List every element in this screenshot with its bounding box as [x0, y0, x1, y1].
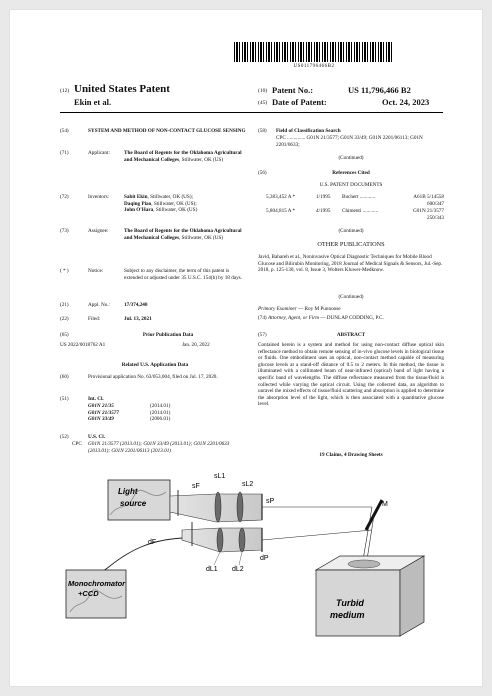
barcode-number: US011796466B2 — [293, 64, 335, 69]
refs-heading: References Cited — [332, 170, 370, 176]
medium-side-face — [400, 556, 424, 636]
intcl-tag: (51) — [60, 396, 69, 402]
abstract-tag: (57) — [258, 332, 267, 338]
lens-sL1 — [215, 492, 221, 522]
other-publications-text: Javid, Bahareh et al., Noninvasive Optical Diagnostic Techniques for Mobile Blood Glucose and Bilirubin Monitoring, 2018 Journal of Medical Signals & Sensors, Jul.-Sep. 2018, p. 125-130, vol. 8, Issue 3, Wolters Kluwer-Medknow. — [258, 254, 443, 274]
uscl-tag: (52) — [60, 434, 69, 440]
patent-number-value: US 11,796,466 B2 — [348, 85, 411, 95]
attorney-label: Attorney, Agent, or Firm — [267, 315, 320, 321]
intcl-year: (2014.01) — [150, 403, 171, 409]
filed-label: Filed: — [88, 316, 101, 322]
cpc-text: G01N 21/3577 (2013.01); G01N 33/49 (2013.01); G01N 2201/0633 (2013.01); G01N 2201/06113 (2013.01) — [88, 441, 230, 454]
header-left-tag: (12) — [60, 88, 70, 94]
inventor-2-name: Daqing Piao — [124, 200, 152, 207]
inventor-3-name: John O'Hara — [124, 207, 154, 214]
label-sP: sP — [266, 498, 275, 505]
fcs-tag: (58) — [258, 128, 267, 134]
appl-label: Appl. No.: — [88, 302, 111, 308]
prov-tag: (60) — [60, 374, 69, 380]
reference-name: Chimenti ............ — [342, 208, 379, 214]
assignee-label: Assignee: — [88, 228, 109, 234]
inventor-3-location: , Stillwater, OK (US) — [153, 207, 198, 214]
invention-title: SYSTEM AND METHOD OF NON-CONTACT GLUCOSE SENSING — [88, 128, 246, 134]
intcl-code: G01N 33/49 — [88, 416, 114, 423]
applicant-label: Applicant: — [88, 150, 110, 156]
reference-cls: A61B 5/14558 600/347 — [413, 194, 444, 207]
ppd-heading: Prior Publication Data — [142, 332, 194, 338]
monochromator-label-1: Monochromator — [68, 579, 126, 588]
light-source-label-1: Light — [118, 487, 138, 496]
fcs-continued: (Continued) — [338, 155, 364, 161]
turbid-label-1: Turbid — [336, 598, 364, 608]
lower-beam-ray — [262, 530, 372, 540]
inventors-tag: (72) — [60, 194, 69, 200]
us-patent-docs-heading: U.S. PATENT DOCUMENTS — [319, 182, 383, 188]
notice-text: Subject to any disclaimer, the term of this patent is extended or adjusted under 35 U.S.C. 154(b) by 18 days. — [124, 268, 242, 281]
inventor-short: Ekin et al. — [74, 97, 112, 107]
reference-num: 5,383,452 A * — [266, 194, 296, 200]
notice-tag: ( * ) — [60, 268, 69, 274]
other-publications-heading: OTHER PUBLICATIONS — [317, 241, 385, 248]
reference-num: 5,804,815 A * — [266, 208, 296, 214]
label-dL2: dL2 — [232, 566, 244, 573]
other-continued: (Continued) — [338, 294, 364, 300]
drawing-figure — [10, 10, 482, 686]
applicant-name: The Board of Regents for the Oklahoma Agricultural and Mechanical Colleges — [124, 150, 242, 163]
cpc-label: CPC — [72, 441, 82, 447]
monochromator-label-2: +CCD — [78, 589, 99, 598]
inventor-1-name: Sabit Ekin — [124, 194, 148, 200]
abstract-text: Contained herein is a system and method for using non-contact diffuse optical skin reflectance method to obtain remote sensing of in-vivo glucose levels in biological tissue or fluids. One embodiment uses an optical, non-contact method capable of measuring glucose levels at a stand-off distance of 0.5 to 2 meters. In this method, the tissue is illuminated with a collimated beam of near-infrared (optical) band of light having a specific band of wavelengths. The diffuse reflectance measured from the tissue/fluid is collected while varying the optical circuit. Using the collected data, an algorithm to unravel the mixed effects of tissue/fluid scattering and absorption is applied to determine the absorption level of the light, which is then associated with a quantitative glucose level. — [258, 342, 444, 408]
label-dL1: dL1 — [206, 566, 218, 573]
inventor-2-location: , Stillwater, OK (US); — [151, 200, 197, 207]
ppd-number: US 2022/0018762 A1 — [60, 342, 106, 348]
reference-cls: G01N 21/3577 250/343 — [413, 208, 444, 221]
label-sF: sF — [192, 483, 200, 490]
label-sL1: sL1 — [214, 473, 226, 480]
assignee-name: The Board of Regents for the Oklahoma Agricultural and Mechanical Colleges — [124, 228, 242, 241]
label-sL2: sL2 — [242, 481, 254, 488]
examiner-name: — Roy M Punnoose — [298, 306, 341, 312]
provisional-text: Provisional application No. 63/053,004, filed on Jul. 17, 2020. — [88, 374, 218, 380]
uscl-heading: U.S. Cl. — [88, 434, 106, 440]
patent-type-title: United States Patent — [74, 83, 170, 95]
claims-line: 19 Claims, 4 Drawing Sheets — [319, 452, 383, 458]
refs-continued: (Continued) — [338, 228, 364, 234]
assignee-location: , Stillwater, OK (US) — [179, 234, 224, 241]
assignee-tag: (73) — [60, 228, 69, 234]
intcl-year: (2006.01) — [150, 416, 171, 423]
intcl-heading: Int. Cl. — [88, 396, 104, 402]
fcs-text: CPC .............. G01N 21/3577; G01N 33/49; G01N 2201/06113; G01N 2201/0633; — [276, 135, 423, 148]
appl-tag: (21) — [60, 302, 69, 308]
lens-dL2 — [239, 528, 245, 552]
fcs-heading: Field of Classification Search — [276, 128, 341, 134]
label-dP: dP — [260, 555, 269, 562]
applicant-location: , Stillwater, OK (US) — [179, 156, 224, 163]
patent-number-label: Patent No.: — [272, 85, 314, 95]
date-value: Oct. 24, 2023 — [382, 97, 430, 107]
intcl-year: (2014.01) — [150, 409, 171, 416]
leader-dL2 — [239, 552, 242, 565]
turbid-label-2: medium — [330, 610, 365, 620]
intcl-code: G01N 21/35 — [88, 403, 114, 409]
label-M: M — [382, 501, 388, 508]
related-heading: Related U.S. Application Data — [121, 362, 189, 368]
inventor-1-location: , Stillwater, OK (US); — [147, 194, 193, 200]
refs-tag: (56) — [258, 170, 267, 176]
reference-name: Buchert ............ — [342, 194, 376, 200]
patent-page — [10, 10, 482, 686]
attorney-name: — DUNLAP CODDING, P.C. — [320, 315, 384, 321]
reference-date: 1/1995 — [316, 194, 331, 200]
label-dF: dF — [148, 539, 157, 546]
filed-date: Jul. 13, 2021 — [124, 316, 152, 322]
patent-number-tag: (10) — [258, 88, 268, 94]
ppd-tag: (65) — [60, 332, 69, 338]
reference-date: 4/1995 — [316, 208, 331, 214]
light-source-label-2: source — [120, 499, 147, 508]
notice-label: Notice: — [88, 268, 104, 274]
inventors-label: Inventors: — [88, 194, 110, 200]
attorney-tag: (74) — [258, 315, 267, 321]
illumination-spot — [348, 560, 380, 568]
date-tag: (45) — [258, 100, 268, 106]
ppd-date: Jan. 20, 2022 — [182, 342, 210, 348]
lens-sL2 — [237, 492, 243, 522]
filed-tag: (22) — [60, 316, 69, 322]
leader-dL1 — [214, 552, 220, 565]
abstract-heading: ABSTRACT — [336, 332, 366, 338]
title-tag: (54) — [60, 128, 69, 134]
appl-number: 17/374,240 — [124, 302, 148, 308]
intcl-code: G01N 21/3577 — [88, 409, 119, 416]
applicant-tag: (71) — [60, 150, 69, 156]
lens-dL1 — [217, 528, 223, 552]
examiner-label: Primary Examiner — [258, 306, 297, 312]
date-label: Date of Patent: — [272, 97, 327, 107]
